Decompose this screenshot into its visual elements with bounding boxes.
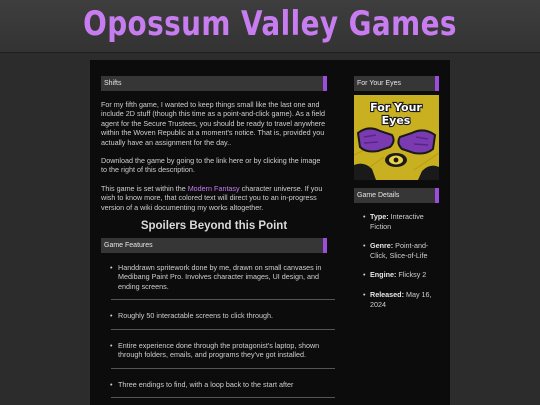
universe-prefix: This game is set within the (101, 183, 188, 193)
detail-value: May 16, 2024 (370, 289, 432, 309)
feature-item: • Roughly 50 interactable screens to click through. (111, 311, 335, 329)
spoilers-heading: Spoilers Beyond this Point (140, 220, 288, 233)
universe-paragraph (101, 184, 327, 212)
detail-label: Genre: (370, 241, 394, 251)
sidebar-header-eyes: For Your Eyes (354, 76, 439, 91)
game-cover-image[interactable] (354, 95, 439, 180)
modern-fantasy-link[interactable]: Modern Fantasy (187, 183, 240, 193)
section-header-shifts: Shifts (101, 76, 327, 91)
detail-genre (363, 241, 439, 260)
section-header-features: Game Features (101, 238, 327, 253)
intro-paragraph: For my fifth game, I wanted to keep things small like the last one and include 2D stuff (though this time as a point-and-click game). As a field agent for the Secure Trustees, you should be ready to travel anywhere within the Woven Republic at a moment's notice. That is, provided you actually have an assignment for the day.. (101, 100, 326, 147)
feature-item: • Entire experience done through the protagonist's laptop, shown through folders, emails, and programs they've got installed. (111, 341, 335, 369)
download-link[interactable]: Download the game by going to the link here or by clicking the image to the right of this description. (101, 156, 321, 175)
sidebar (354, 76, 439, 319)
detail-label: Engine: (370, 270, 397, 280)
features-list (101, 263, 327, 398)
cover-title: For Your (370, 101, 422, 114)
cover-art (354, 95, 439, 180)
content-panel (90, 60, 450, 405)
detail-label: Type: (370, 212, 389, 221)
main-column (101, 76, 327, 405)
detail-value: Interactive Fiction (370, 212, 424, 231)
detail-label: Released: (370, 289, 404, 299)
detail-value: Flicksy 2 (396, 270, 427, 280)
site-title[interactable]: Opossum Valley Games (83, 4, 457, 44)
cover-title: Eyes (381, 114, 411, 127)
site-header (0, 0, 540, 53)
sidebar-header-details: Game Details (354, 188, 439, 203)
game-details-list (354, 212, 439, 309)
feature-item: • Handdrawn spritework done by me, drawn on small canvases in Medibang Paint Pro. Involves character images, UI design, and ending screens. (111, 263, 335, 300)
universe-suffix: character universe. If you wish to know more, that colored text will direct you to an in-progress version of a wiki documenting my works altogether. (101, 183, 323, 212)
detail-released (363, 290, 439, 309)
feature-item: • Three endings to find, with a loop back to the start after (111, 380, 335, 398)
detail-type (363, 212, 439, 231)
detail-value: Point-and-Click, Slice-of-Life (370, 241, 429, 260)
detail-engine (363, 270, 439, 280)
